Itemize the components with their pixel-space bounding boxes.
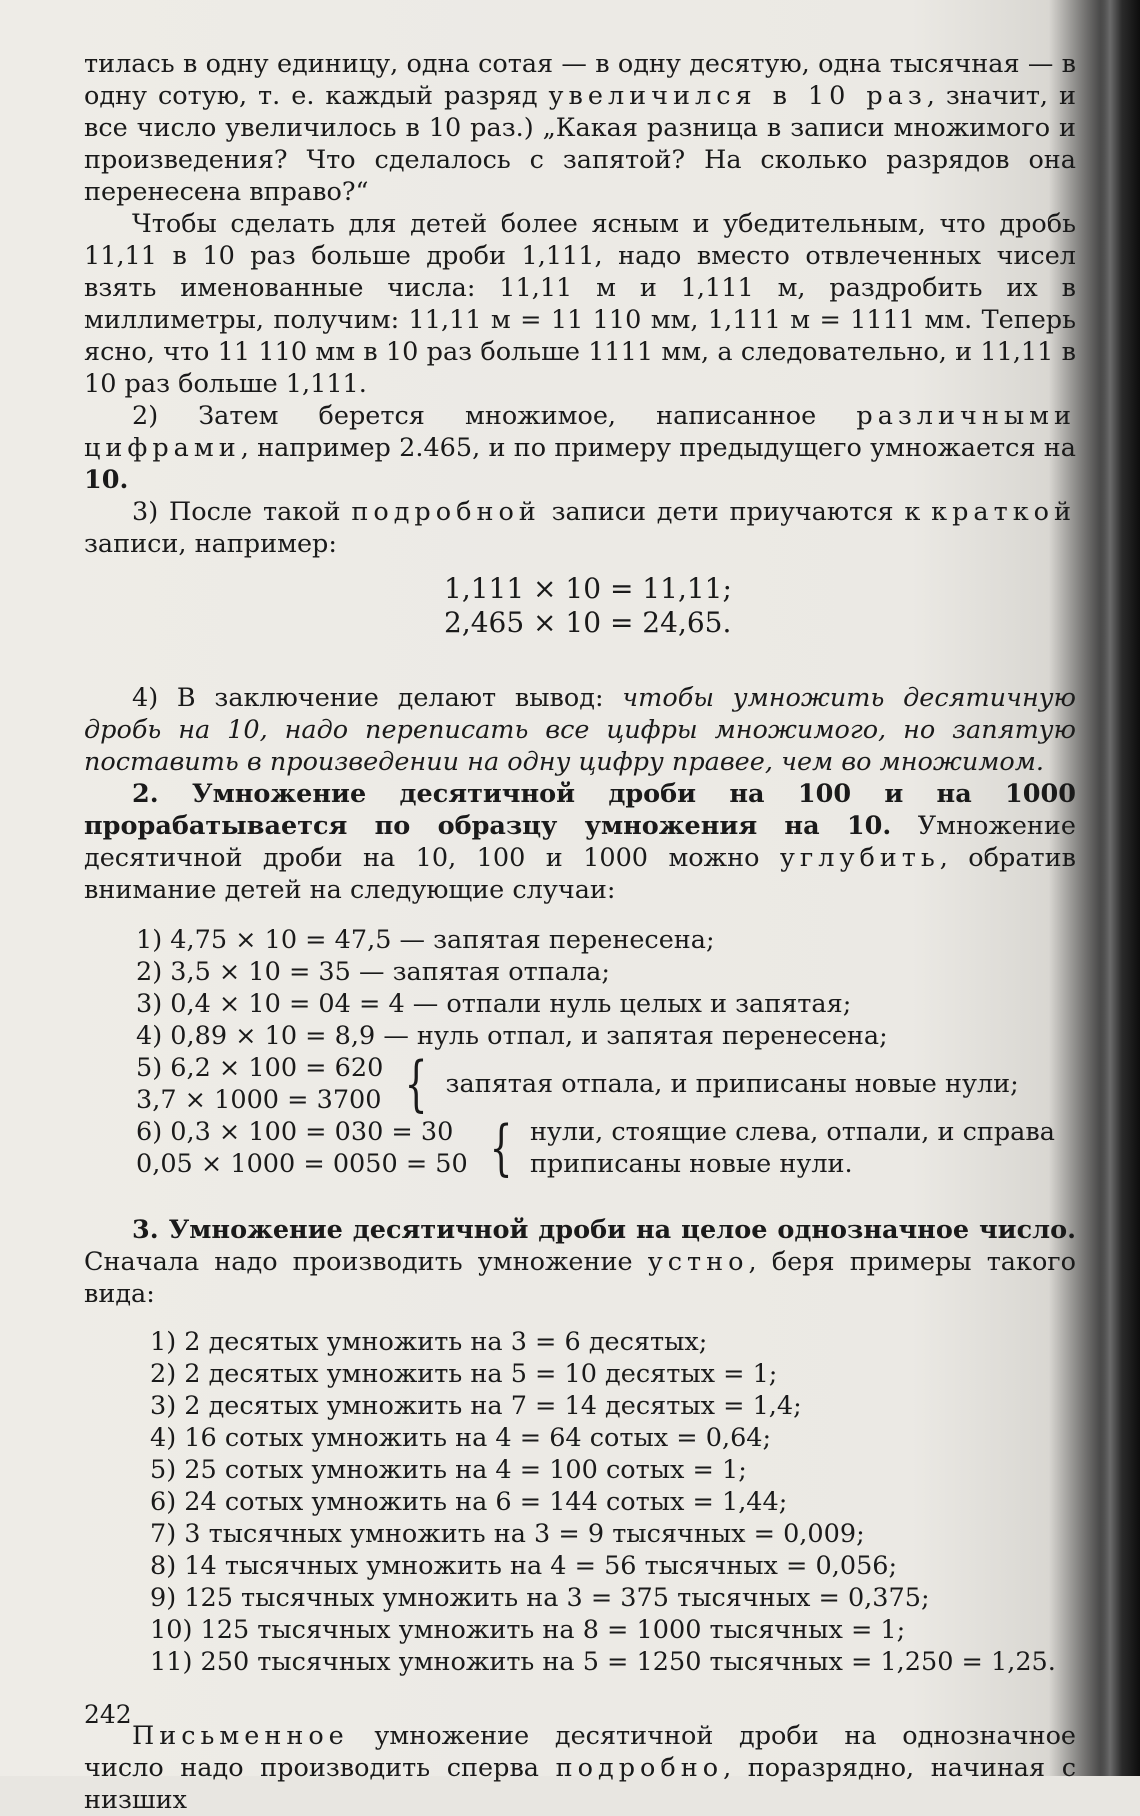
case-2: 2) 3,5 × 10 = 35 — запятая отпала;	[136, 957, 610, 987]
paragraph-6: 2. Умножение десятичной дроби на 100 и на 1000 прорабатывается по образцу умножения на 10. Умножение десятичной дроби на 10, 100 и 1000 можно углубить, обратив внимание детей на следующие случаи:	[84, 779, 1076, 905]
oral-item: 3) 2 десятых умножить на 7 = 14 десятых = 1,4;	[150, 1391, 802, 1421]
paragraph-5: 4) В заключение делают вывод: чтобы умножить десятичную дробь на 10, надо переписать все цифры множимого, но запятую поставить в произведении на одну цифру правее, чем во множимом.	[84, 683, 1076, 777]
paragraph-3: 2) Затем берется множимое, написанное различными цифрами, например 2.465, и по примеру предыдущего умножается на 10.	[84, 401, 1076, 495]
oral-item: 7) 3 тысячных умножить на 3 = 9 тысячных = 0,009;	[150, 1519, 865, 1549]
paragraph-7: 3. Умножение десятичной дроби на целое однозначное число. Сначала надо производить умножение устно, беря примеры такого вида:	[84, 1215, 1077, 1309]
book-spine-shadow	[1100, 0, 1140, 1776]
case-1: 1) 4,75 × 10 = 47,5 — запятая перенесена;	[136, 925, 715, 955]
oral-item: 5) 25 сотых умножить на 4 = 100 сотых = 1;	[150, 1455, 747, 1485]
brace-icon: {	[404, 1049, 428, 1119]
oral-item: 4) 16 сотых умножить на 4 = 64 сотых = 0,64;	[150, 1423, 772, 1453]
oral-item: 10) 125 тысячных умножить на 8 = 1000 тысячных = 1;	[150, 1615, 906, 1645]
case-4: 4) 0,89 × 10 = 8,9 — нуль отпал, и запятая перенесена;	[136, 1021, 888, 1051]
oral-item: 2) 2 десятых умножить на 5 = 10 десятых = 1;	[150, 1359, 778, 1389]
case-5-line-2: 3,7 × 1000 = 3700	[136, 1085, 382, 1115]
oral-item: 1) 2 десятых умножить на 3 = 6 десятых;	[150, 1327, 708, 1357]
brace-icon: {	[489, 1113, 513, 1183]
case-6-note-2: приписаны новые нули.	[529, 1149, 853, 1179]
oral-examples-list	[150, 1326, 1076, 1678]
case-3: 3) 0,4 × 10 = 04 = 4 — отпали нуль целых и запятая;	[136, 989, 852, 1019]
oral-item: 8) 14 тысячных умножить на 4 = 56 тысячных = 0,056;	[150, 1551, 898, 1581]
formula-line-2: 2,465 × 10 = 24,65.	[444, 606, 732, 639]
oral-item: 11) 250 тысячных умножить на 5 = 1250 тысячных = 1,250 = 1,25.	[150, 1647, 1056, 1677]
oral-item: 6) 24 сотых умножить на 6 = 144 сотых = 1,44;	[150, 1487, 788, 1517]
case-6-line-2: 0,05 × 1000 = 0050 = 50	[136, 1149, 468, 1179]
case-6-line-1: 6) 0,3 × 100 = 030 = 30	[136, 1117, 454, 1147]
oral-item: 9) 125 тысячных умножить на 3 = 375 тысячных = 0,375;	[150, 1583, 930, 1613]
paragraph-1: тилась в одну единицу, одна сотая — в одну десятую, одна тысячная — в одну сотую, т. е. каждый разряд увеличился в 10 раз, значит, и все число увеличилось в 10 раз.) „Какая разница в записи множимого и произведения? Что сделалось с запятой? На сколько разрядов она перенесена вправо?“	[84, 49, 1077, 207]
case-5-line-1: 5) 6,2 × 100 = 620	[136, 1053, 384, 1083]
page-number: 242	[84, 1700, 132, 1729]
formula-line-1: 1,111 × 10 = 11,11;	[444, 572, 732, 605]
paragraph-8: Письменное умножение десятичной дроби на однозначное число надо производить сперва подробно, поразрядно, начиная с низших	[84, 1721, 1077, 1815]
paragraph-2: Чтобы сделать для детей более ясным и убедительным, что дробь 11,11 в 10 раз больше дроби 1,111, надо вместо отвлеченных чисел взять именованные числа: 11,11 м и 1,111 м, раздробить их в миллиметры, получим: 11,11 м = 11 110 мм, 1,111 м = 1111 мм. Теперь ясно, что 11 110 мм в 10 раз больше 1111 мм, а следовательно, и 11,11 в 10 раз больше 1,111.	[84, 209, 1076, 399]
paragraph-4: 3) После такой подробной записи дети приучаются к краткой записи, например:	[84, 497, 1076, 559]
case-5-note: запятая отпала, и приписаны новые нули;	[445, 1069, 1019, 1099]
case-6	[136, 1113, 1076, 1183]
formula-block	[444, 572, 1076, 640]
case-5	[136, 1049, 1076, 1119]
page-content	[84, 48, 1076, 1816]
case-6-note-1: нули, стоящие слева, отпали, и справа	[529, 1117, 1055, 1147]
cases-list	[136, 924, 1076, 1183]
